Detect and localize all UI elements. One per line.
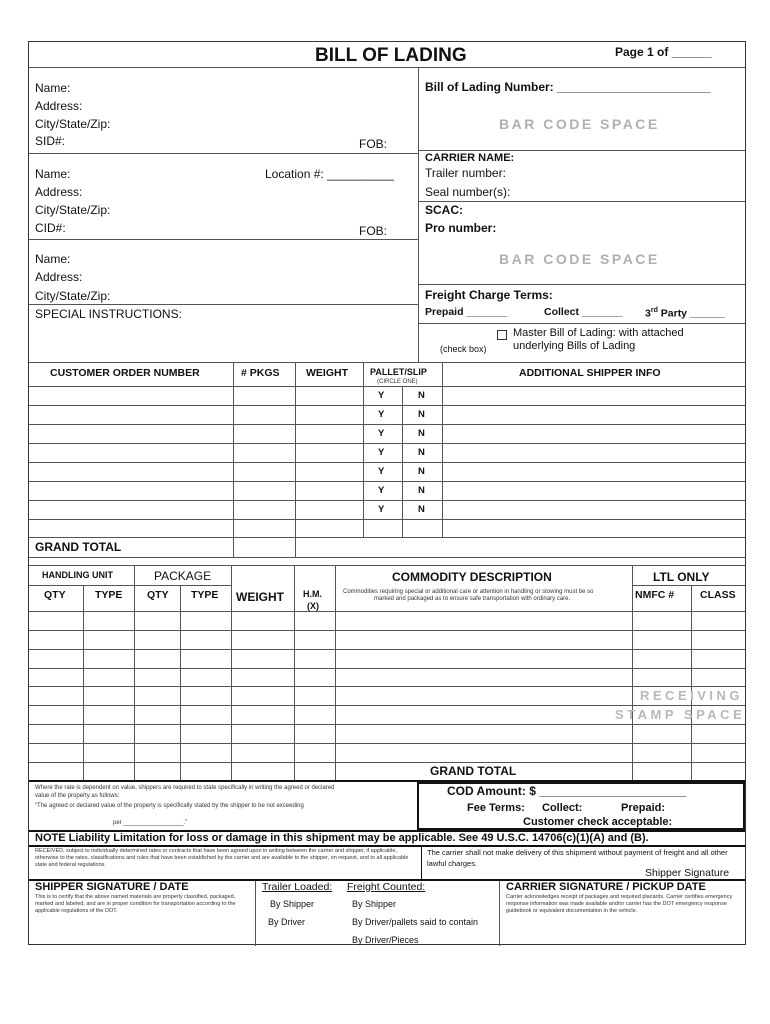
pallet-no[interactable]: N [418,390,425,401]
table-row-line [29,500,745,501]
carrier-certification-text: Carrier acknowledges receipt of packages and required placards. Carrier certifies emergency response information was made available and/or carrier has the DOT emergency response guidebook or equivalent documentation in the vehicle. [506,894,733,914]
master-bol-label: underlying Bills of Lading [513,340,636,352]
bar-code-space: BAR CODE SPACE [499,116,660,132]
pallet-no[interactable]: N [418,447,425,458]
freight-counted-label: Freight Counted: [347,881,426,893]
col-weight: WEIGHT [306,367,348,379]
fee-terms-prepaid[interactable]: Prepaid: [621,802,666,814]
commodity-note: marked and packaged as to ensure safe transportation with ordinary care. [374,596,571,602]
divider [421,845,422,879]
pallet-no[interactable]: N [418,485,425,496]
master-bol-checkbox[interactable] [497,330,507,340]
col-package: PACKAGE [154,569,212,583]
trailer-loaded-label: Trailer Loaded: [262,881,333,893]
freight-counted-by-driver-pallets[interactable]: By Driver/pallets said to contain [352,917,479,927]
table-row-line [29,462,745,463]
col-pallet-slip: PALLET/SLIP [370,367,427,377]
pallet-no[interactable]: N [418,504,425,515]
pallet-yes[interactable]: Y [378,390,385,401]
divider [295,362,296,557]
carrier-signature-title: CARRIER SIGNATURE / PICKUP DATE [506,881,706,893]
third-party-address-field[interactable]: Address: [35,270,83,284]
bol-number-field[interactable]: Bill of Lading Number: _______________________ [425,80,711,94]
pallet-yes[interactable]: Y [378,428,385,439]
col-weight: WEIGHT [236,590,284,604]
divider [419,284,745,285]
divider [363,362,364,537]
scac-field[interactable]: SCAC: [425,203,463,217]
received-text: RECEIVED, subject to individually determined rates or contracts that have been agreed upon in writing between the carrier and shipper, if applicable, otherwise to the rates, classifications and rules that have been established by the carrier and are available to the shipper, on request, and to all applicable state and federal regulations. [35,848,409,868]
col-nmfc: NMFC # [635,589,675,601]
pallet-yes[interactable]: Y [378,504,385,515]
trailer-loaded-by-driver[interactable]: By Driver [268,917,306,927]
divider [691,585,692,781]
divider [29,386,745,387]
divider [231,565,232,781]
ship-to-address-field[interactable]: Address: [35,185,83,199]
ship-to-cid-field[interactable]: CID#: [35,221,66,235]
divider [294,565,295,781]
col-handling-unit: HANDLING UNIT [42,570,113,580]
divider [255,881,256,946]
receiving-stamp-space: RECEIVING [640,688,744,703]
third-party-name-field[interactable]: Name: [35,252,71,266]
pro-number-field[interactable]: Pro number: [425,221,497,235]
prepaid-field[interactable]: Prepaid _______ [425,306,508,318]
divider [29,304,419,305]
table-row-line [29,443,745,444]
cod-amount-field[interactable]: COD Amount: $ ______________________ [447,784,687,798]
divider [180,585,181,781]
ship-to-fob-field[interactable]: FOB: [359,224,388,238]
shipper-certification-text: This is to certify that the above named materials are properly classified, packaged, marked and labeled, and are in proper condition for transportation according to the applicable regulations of the DOT. [35,894,236,914]
pallet-no[interactable]: N [418,428,425,439]
declared-value-per-field[interactable]: per __________________.” [113,820,188,826]
col-qty: QTY [147,589,169,601]
col-customer-order-number: CUSTOMER ORDER NUMBER [50,367,200,379]
table-row-line [29,705,745,706]
pallet-yes[interactable]: Y [378,485,385,496]
divider [29,67,745,68]
trailer-loaded-by-shipper[interactable]: By Shipper [270,899,315,909]
customer-check-acceptable[interactable]: Customer check acceptable: [523,816,673,828]
ship-to-name-field[interactable]: Name: [35,167,71,181]
page-number-field[interactable]: Page 1 of ______ [615,45,712,59]
divider [335,565,336,781]
fee-terms-label: Fee Terms: [467,802,525,814]
divider [29,239,419,240]
table-row-line [29,762,745,763]
divider [442,362,443,537]
ship-to-location-field[interactable]: Location #: __________ [265,167,394,181]
divider [499,881,500,946]
col-commodity-description: COMMODITY DESCRIPTION [392,570,552,584]
bar-code-space: BAR CODE SPACE [499,251,660,267]
col-type: TYPE [95,589,123,601]
col-ltl-only: LTL ONLY [653,570,710,584]
ship-from-name-field[interactable]: Name: [35,81,71,95]
circle-one-note: (CIRCLE ONE) [377,379,418,385]
master-bol-label: Master Bill of Lading: with attached [513,327,684,339]
table-row-line [29,630,745,631]
table-row-line [29,686,745,687]
collect-field[interactable]: Collect _______ [544,306,623,318]
value-note: value of the property as follows: [35,793,120,799]
third-party-terms-field[interactable]: 3rd Party ______ [645,307,725,320]
special-instructions-label: SPECIAL INSTRUCTIONS: [35,307,182,321]
divider [83,585,84,781]
col-qty: QTY [44,589,66,601]
third-party-city-field[interactable]: City/State/Zip: [35,289,111,303]
table-row-line [29,743,745,744]
trailer-number-field[interactable]: Trailer number: [425,166,506,180]
divider [134,565,135,781]
table-row-line [29,537,745,538]
divider [418,67,419,362]
carrier-name-field[interactable]: CARRIER NAME: [425,152,515,164]
divider [29,845,745,847]
grand-total-label: GRAND TOTAL [35,540,122,554]
divider [419,201,745,202]
col-hm-x: (X) [307,601,319,611]
col-hm: H.M. [303,589,322,599]
table-row-line [29,481,745,482]
divider [29,565,745,566]
pallet-no[interactable]: N [418,466,425,477]
ship-to-city-field[interactable]: City/State/Zip: [35,203,111,217]
fee-terms-collect[interactable]: Collect: [542,802,583,814]
shipper-signature-line[interactable]: Shipper Signature [645,867,730,879]
divider [29,153,419,154]
bill-of-lading-form [28,41,746,945]
divider [419,323,745,324]
page-title: BILL OF LADING [315,45,467,66]
receiving-stamp-space: STAMP SPACE [615,707,746,722]
liability-note: NOTE Liability Limitation for loss or damage in this shipment may be applicable. See 49 U.S.C. 14706(c)(1)(A) and (B). [35,832,649,844]
table-row-line [29,724,745,725]
table-row-line [29,668,745,669]
table-row-line [29,424,745,425]
carrier-delivery-text: The carrier shall not make delivery of this shipment without payment of freight and all other lawful charges. [427,848,728,868]
divider [632,585,745,586]
ship-from-sid-field[interactable]: SID#: [35,134,66,148]
commodity-note: Commodities requiring special or additional care or attention in handling or stowing must be so [343,589,594,595]
pallet-no[interactable]: N [418,409,425,420]
col-type: TYPE [191,589,219,601]
ship-from-address-field[interactable]: Address: [35,99,83,113]
ship-from-fob-field[interactable]: FOB: [359,137,388,151]
grand-total-label: GRAND TOTAL [430,764,517,778]
col-class: CLASS [700,589,736,601]
value-note: Where the rate is dependent on value, shippers are required to state specifically in writing the agreed or declared [35,785,335,791]
col-pkgs: # PKGS [241,367,280,379]
pallet-yes[interactable]: Y [378,466,385,477]
table-row-line [29,405,745,406]
check-box-label: (check box) [440,344,487,354]
table-row-line [29,649,745,650]
col-additional-shipper-info: ADDITIONAL SHIPPER INFO [519,367,661,379]
seal-number-field[interactable]: Seal number(s): [425,185,511,199]
divider [632,565,633,781]
divider [233,362,234,557]
value-note: “The agreed or declared value of the property is specifically stated by the shipper to be not exceeding [35,803,304,809]
shipper-signature-title: SHIPPER SIGNATURE / DATE [35,881,189,893]
pallet-yes[interactable]: Y [378,447,385,458]
divider [29,611,745,612]
divider [402,386,403,537]
freight-charge-terms-label: Freight Charge Terms: [425,288,553,302]
divider [419,150,745,151]
pallet-yes[interactable]: Y [378,409,385,420]
freight-counted-by-driver-pieces[interactable]: By Driver/Pieces [352,935,419,945]
divider [29,362,745,363]
divider [29,585,231,586]
table-row-line [29,519,745,520]
divider [29,557,745,558]
ship-from-city-field[interactable]: City/State/Zip: [35,117,111,131]
freight-counted-by-shipper[interactable]: By Shipper [352,899,397,909]
